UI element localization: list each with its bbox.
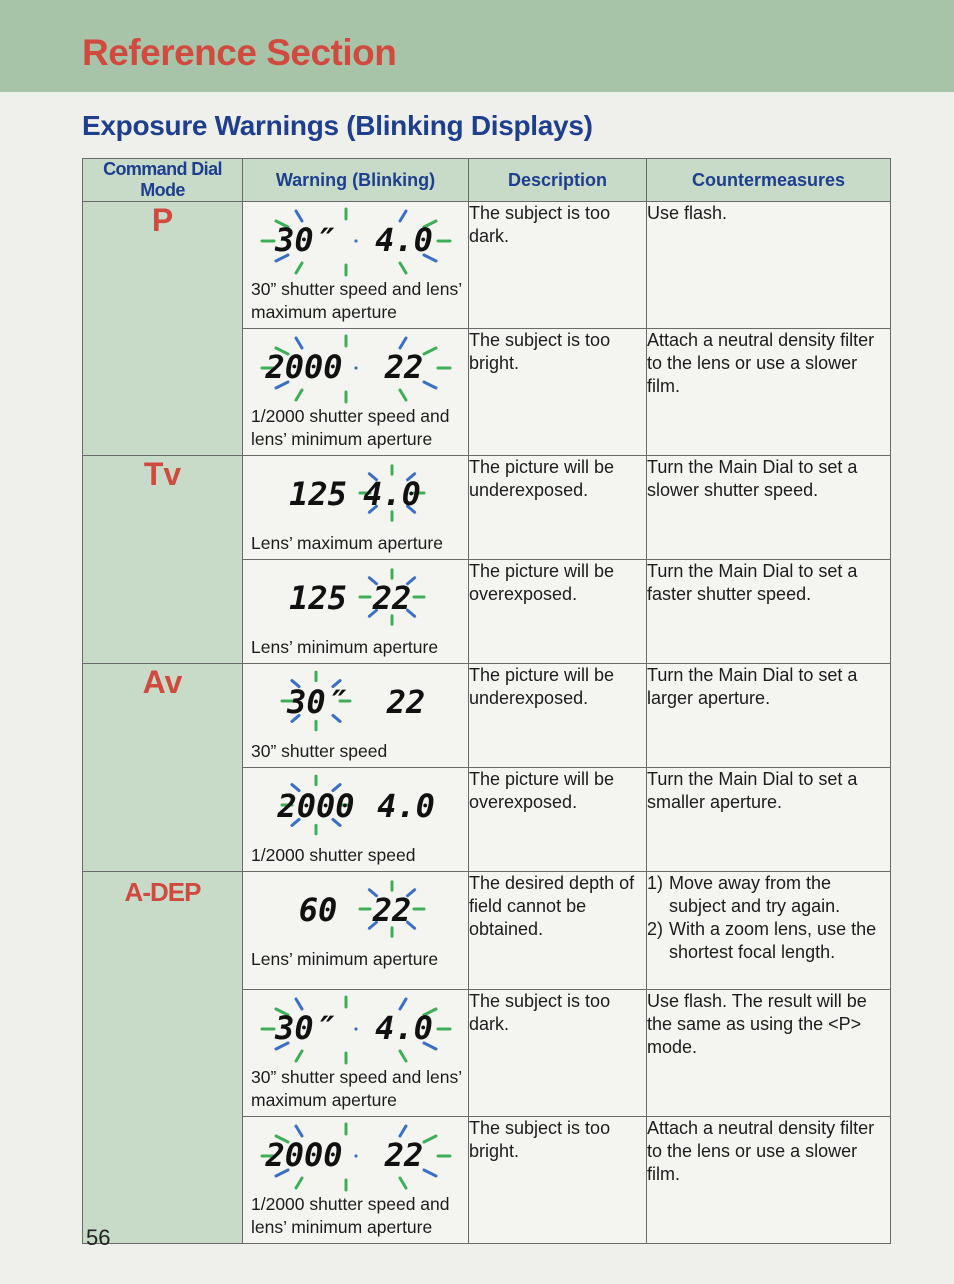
warning-caption: Lens’ minimum aperture — [251, 637, 439, 657]
warning-cell — [243, 329, 469, 456]
description-cell: The picture will be underexposed. — [469, 456, 647, 560]
lcd-display — [243, 664, 468, 740]
blink-ray — [296, 1051, 302, 1061]
lcd-display — [243, 990, 468, 1066]
list-item — [647, 872, 890, 918]
blink-ray — [400, 263, 406, 273]
warning-caption: Lens’ maximum aperture — [251, 533, 443, 553]
description-cell: The picture will be overexposed. — [469, 560, 647, 664]
blink-ray — [296, 263, 302, 273]
mode-cell-tv — [83, 456, 243, 664]
warning-cell — [243, 1117, 469, 1244]
aperture-readout: 22 — [384, 1136, 423, 1174]
shutter-speed-readout: 2000 — [264, 1136, 343, 1174]
blink-ray — [296, 1178, 302, 1188]
warning-cell — [243, 768, 469, 872]
blink-ray — [424, 1170, 436, 1176]
page-heading: Exposure Warnings (Blinking Displays) — [82, 110, 593, 141]
lcd-segment-display — [256, 561, 456, 635]
shutter-speed-readout: 2000 — [264, 348, 343, 386]
aperture-readout: 4.0 — [376, 787, 435, 825]
warning-cell — [243, 202, 469, 329]
shutter-speed-readout: 30″ — [274, 1009, 333, 1047]
blink-ray — [400, 338, 406, 348]
list-item — [647, 918, 890, 964]
aperture-readout: 22 — [372, 579, 411, 617]
countermeasure-cell: Use flash. — [647, 202, 891, 329]
countermeasure-cell: Turn the Main Dial to set a larger aperture. — [647, 664, 891, 768]
description-cell: The subject is too bright. — [469, 329, 647, 456]
description-cell: The picture will be underexposed. — [469, 664, 647, 768]
blink-ray — [424, 382, 436, 388]
blink-ray — [400, 211, 406, 221]
warning-caption: Lens’ minimum aperture — [251, 949, 439, 969]
list-text: With a zoom lens, use the shortest focal length. — [669, 919, 877, 962]
warning-caption: 30” shutter speed and lens’ maximum aperture — [251, 279, 462, 322]
warning-cell — [243, 560, 469, 664]
blink-ray — [296, 211, 302, 221]
mode-cell-p — [83, 202, 243, 456]
blink-ray — [400, 390, 406, 400]
list-number: 2) — [647, 919, 664, 939]
lcd-segment-display — [256, 665, 456, 739]
shutter-speed-readout: 30″ — [286, 683, 345, 721]
column-header-warning: Warning (Blinking) — [243, 159, 469, 202]
mode-label: P — [151, 202, 174, 238]
blink-ray — [424, 348, 436, 354]
warning-cell — [243, 664, 469, 768]
lcd-segment-display — [256, 203, 456, 277]
aperture-readout: 4.0 — [374, 1009, 433, 1047]
shutter-speed-readout: 2000 — [276, 787, 355, 825]
blink-ray — [400, 1178, 406, 1188]
warning-caption: 30” shutter speed — [251, 741, 388, 761]
countermeasure-cell: Turn the Main Dial to set a slower shutter speed. — [647, 456, 891, 560]
description-cell: The subject is too dark. — [469, 202, 647, 329]
countermeasure-cell: Use flash. The result will be the same as using the <P> mode. — [647, 990, 891, 1117]
table-row — [83, 872, 891, 990]
warning-caption: 1/2000 shutter speed — [251, 845, 416, 865]
shutter-speed-readout: 125 — [288, 579, 347, 617]
page-number: 56 — [86, 1225, 111, 1250]
column-header-mode: Command Dial Mode — [83, 159, 243, 202]
table-row — [83, 664, 891, 768]
countermeasure-list — [647, 872, 890, 964]
countermeasure-cell: Turn the Main Dial to set a faster shutter speed. — [647, 560, 891, 664]
lcd-segment-display — [256, 769, 456, 843]
list-number: 1) — [647, 873, 664, 893]
mode-cell-av — [83, 664, 243, 872]
aperture-readout: 4.0 — [362, 475, 421, 513]
lcd-segment-display — [256, 991, 456, 1065]
lcd-display — [243, 560, 468, 636]
warning-caption: 1/2000 shutter speed and lens’ minimum aperture — [251, 406, 450, 449]
aperture-readout: 22 — [372, 891, 411, 929]
lcd-segment-display — [256, 457, 456, 531]
aperture-readout: 22 — [386, 683, 425, 721]
warning-cell — [243, 872, 469, 990]
blink-ray — [400, 1126, 406, 1136]
warning-caption: 1/2000 shutter speed and lens’ minimum aperture — [251, 1194, 450, 1237]
description-cell: The picture will be overexposed. — [469, 768, 647, 872]
description-cell: The subject is too dark. — [469, 990, 647, 1117]
lcd-display — [243, 768, 468, 844]
countermeasure-cell: Turn the Main Dial to set a smaller aperture. — [647, 768, 891, 872]
mode-label: A-DEP — [124, 877, 201, 907]
table-row — [83, 456, 891, 560]
countermeasure-cell — [647, 872, 891, 990]
blink-ray — [400, 999, 406, 1009]
blink-ray — [296, 1126, 302, 1136]
mode-cell-a-dep — [83, 872, 243, 1244]
lcd-segment-display — [256, 330, 456, 404]
table-row — [83, 202, 891, 329]
mode-label: Tv — [143, 456, 182, 492]
lcd-display — [243, 456, 468, 532]
shutter-speed-readout: 125 — [288, 475, 347, 513]
lcd-segment-display — [256, 1118, 456, 1192]
blink-ray — [424, 1136, 436, 1142]
lcd-display — [243, 872, 468, 948]
countermeasure-cell: Attach a neutral density filter to the lens or use a slower film. — [647, 1117, 891, 1244]
lcd-display — [243, 202, 468, 278]
shutter-speed-readout: 60 — [298, 891, 337, 929]
description-cell: The subject is too bright. — [469, 1117, 647, 1244]
lcd-display — [243, 329, 468, 405]
aperture-readout: 4.0 — [374, 221, 433, 259]
blink-ray — [296, 999, 302, 1009]
countermeasure-cell: Attach a neutral density filter to the lens or use a slower film. — [647, 329, 891, 456]
warning-caption: 30” shutter speed and lens’ maximum aperture — [251, 1067, 462, 1110]
blink-ray — [400, 1051, 406, 1061]
lcd-segment-display — [256, 873, 456, 947]
exposure-warnings-table — [82, 158, 891, 1244]
warning-cell — [243, 990, 469, 1117]
blink-ray — [296, 338, 302, 348]
description-cell: The desired depth of field cannot be obtained. — [469, 872, 647, 990]
warning-cell — [243, 456, 469, 560]
mode-label: Av — [142, 664, 183, 700]
lcd-display — [243, 1117, 468, 1193]
aperture-readout: 22 — [384, 348, 423, 386]
column-header-countermeasures: Countermeasures — [647, 159, 891, 202]
shutter-speed-readout: 30″ — [274, 221, 333, 259]
column-header-description: Description — [469, 159, 647, 202]
blink-ray — [296, 390, 302, 400]
list-text: Move away from the subject and try again. — [669, 873, 841, 916]
section-title: Reference Section — [82, 32, 397, 73]
table-header-row — [83, 159, 891, 202]
